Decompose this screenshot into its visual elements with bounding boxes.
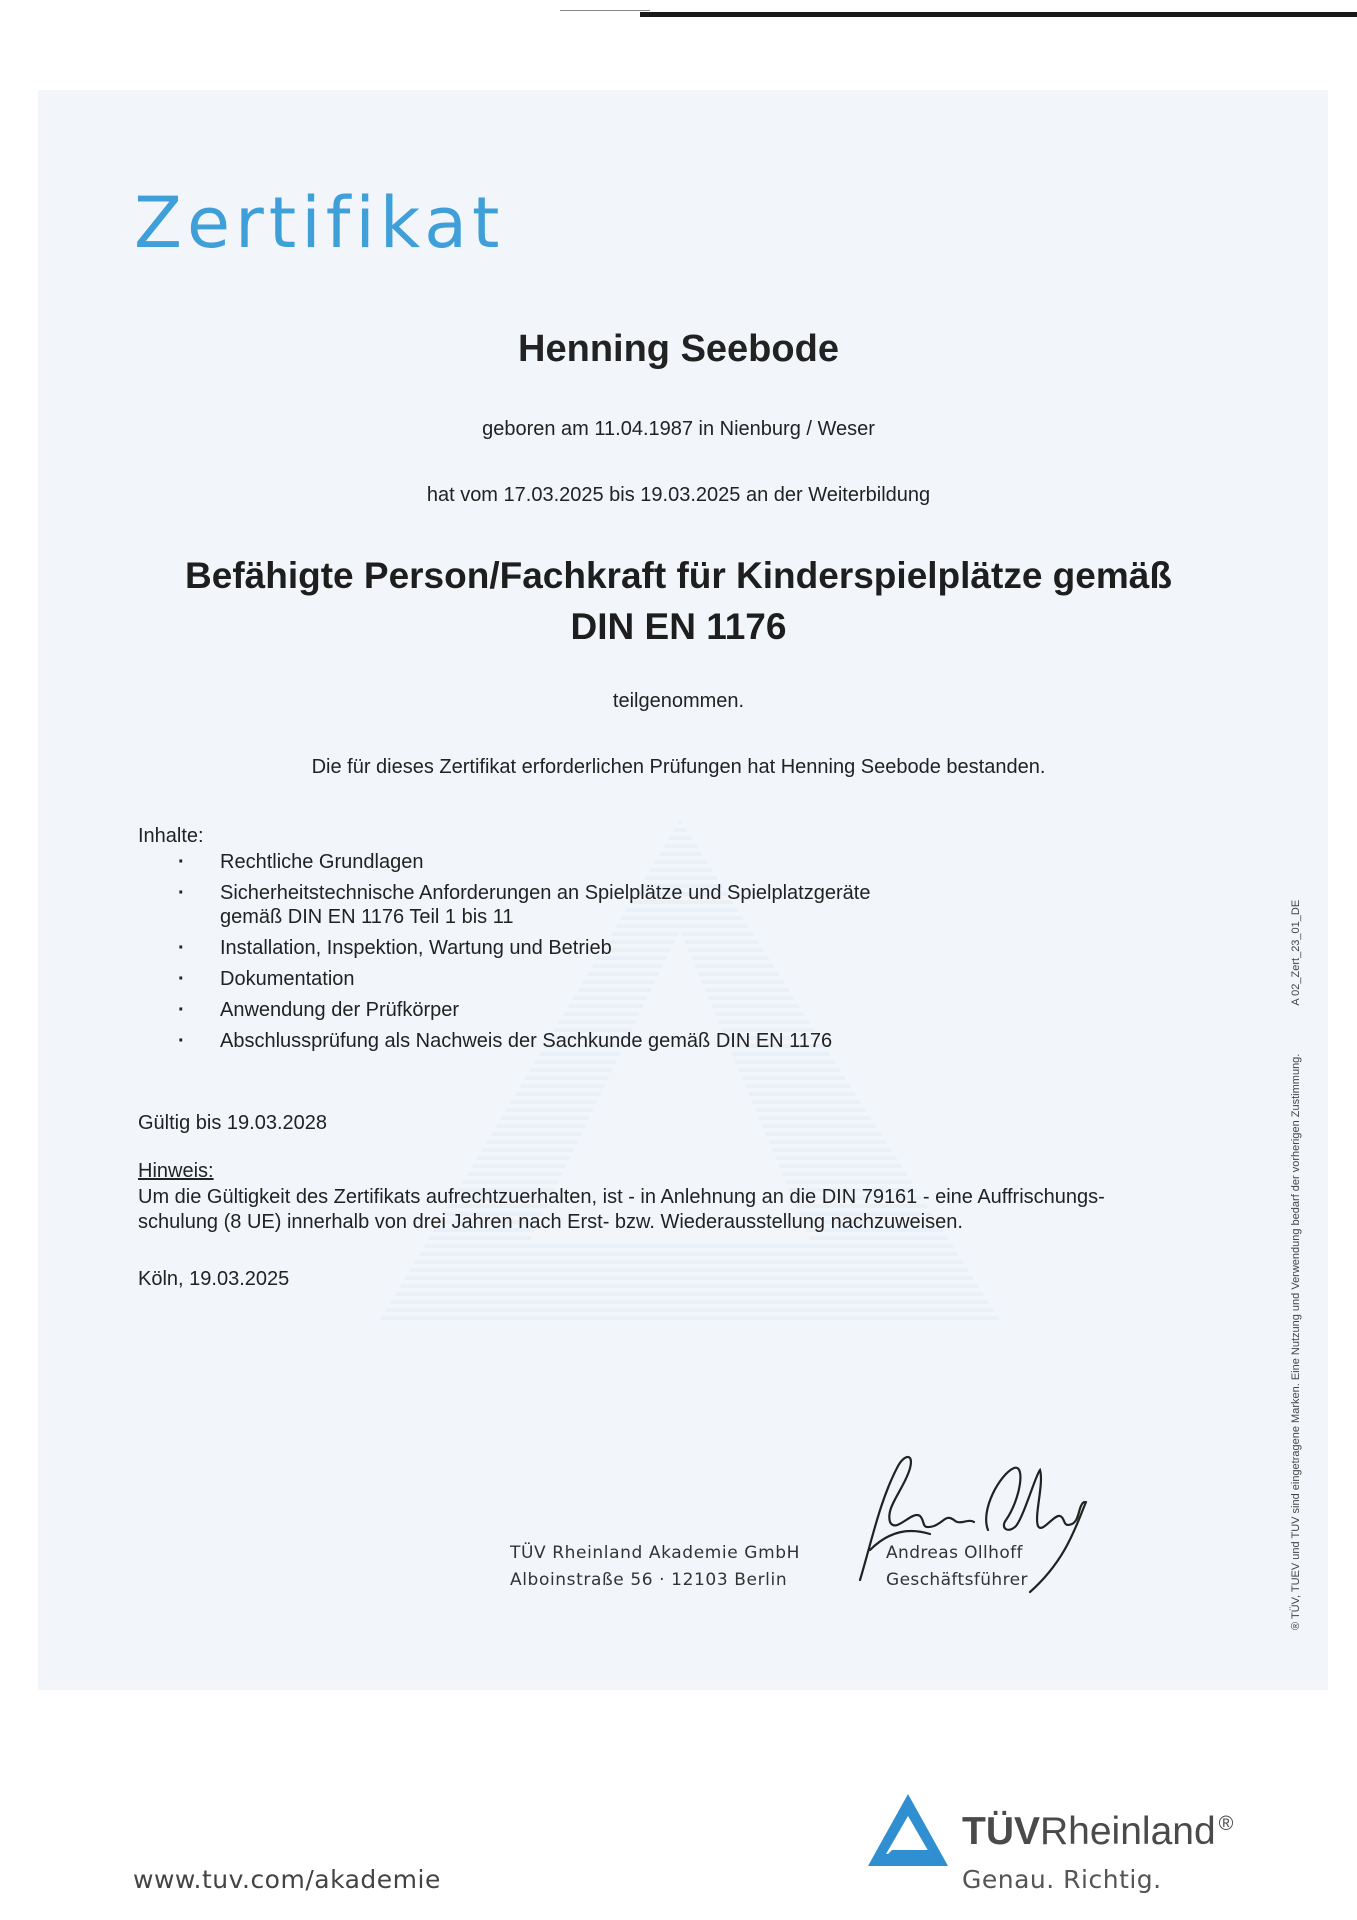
contents-list — [138, 850, 1038, 1060]
logo-brand-regular: Rheinland — [1040, 1810, 1216, 1853]
hint-text — [138, 1185, 1208, 1235]
tuv-rheinland-logo — [962, 1810, 1233, 1854]
course-title-line-2: DIN EN 1176 — [570, 606, 787, 647]
hint-line-1: Um die Gültigkeit des Zertifikats aufrechtzuerhalten, ist - in Anlehnung an die DIN 79161 - eine Auffrischungs- — [138, 1186, 1105, 1208]
footer-url: www.tuv.com/akademie — [133, 1865, 441, 1894]
top-scan-line-thin — [560, 10, 650, 11]
tuv-triangle-logo-icon — [866, 1792, 950, 1868]
issuer-company: TÜV Rheinland Akademie GmbH — [510, 1543, 801, 1563]
hint-heading: Hinweis: — [138, 1160, 214, 1182]
contents-heading: Inhalte: — [138, 825, 204, 847]
list-item-line-1: · Rechtliche Grundlagen — [220, 851, 424, 873]
list-item — [138, 998, 1038, 1022]
logo-brand-bold: TÜV — [962, 1810, 1040, 1853]
course-title — [0, 550, 1357, 652]
list-item — [138, 881, 1038, 929]
list-item-line-1: · Sicherheitstechnische Anforderungen an Spielplätze und Spielplatzgeräte — [220, 882, 871, 904]
trademark-text: ® TÜV, TUEV und TUV sind eingetragene Marken. Eine Nutzung und Verwendung bedarf der vorherigen Zustimmung. — [1290, 1053, 1302, 1630]
hint-line-2: schulung (8 UE) innerhalb von drei Jahren nach Erst- bzw. Wiederausstellung nachzuweisen. — [138, 1211, 963, 1233]
trademark-side-note — [1290, 770, 1302, 1630]
certificate-title: Zertifikat — [134, 182, 505, 264]
list-item-line-1: · Installation, Inspektion, Wartung und Betrieb — [220, 937, 612, 959]
logo-registered-mark: ® — [1218, 1813, 1234, 1835]
valid-until: Gültig bis 19.03.2028 — [138, 1112, 328, 1134]
list-item-line-1: · Anwendung der Prüfkörper — [220, 999, 460, 1021]
issuer-block — [510, 1540, 800, 1594]
form-code: A 02_Zert_23_01_DE — [1290, 899, 1302, 1006]
list-item-line-1: · Abschlussprüfung als Nachweis der Sachkunde gemäß DIN EN 1176 — [220, 1030, 833, 1052]
birth-line: geboren am 11.04.1987 in Nienburg / Weser — [482, 418, 875, 440]
signatory-role: Geschäftsführer — [886, 1570, 1028, 1590]
period-line: hat vom 17.03.2025 bis 19.03.2025 an der Weiterbildung — [426, 484, 931, 506]
participated-line: teilgenommen. — [612, 690, 745, 712]
list-item — [138, 1029, 1038, 1053]
course-title-line-1: Befähigte Person/Fachkraft für Kinderspielplätze gemäß — [185, 555, 1172, 596]
top-scan-line — [640, 12, 1357, 17]
exam-passed-line: Die für dieses Zertifikat erforderlichen Prüfungen hat Henning Seebode bestanden. — [311, 756, 1046, 778]
list-item-line-1: · Dokumentation — [220, 968, 355, 990]
list-item-line-2: gemäß DIN EN 1176 Teil 1 bis 11 — [220, 906, 514, 928]
signatory-name: Andreas Ollhoff — [886, 1543, 1023, 1563]
issuer-address: Alboinstraße 56 · 12103 Berlin — [510, 1570, 788, 1590]
list-item — [138, 967, 1038, 991]
list-item — [138, 936, 1038, 960]
recipient-name: Henning Seebode — [518, 328, 839, 370]
list-item — [138, 850, 1038, 874]
place-date: Köln, 19.03.2025 — [138, 1268, 290, 1290]
logo-claim: Genau. Richtig. — [962, 1865, 1162, 1894]
signatory-block — [886, 1540, 1028, 1594]
